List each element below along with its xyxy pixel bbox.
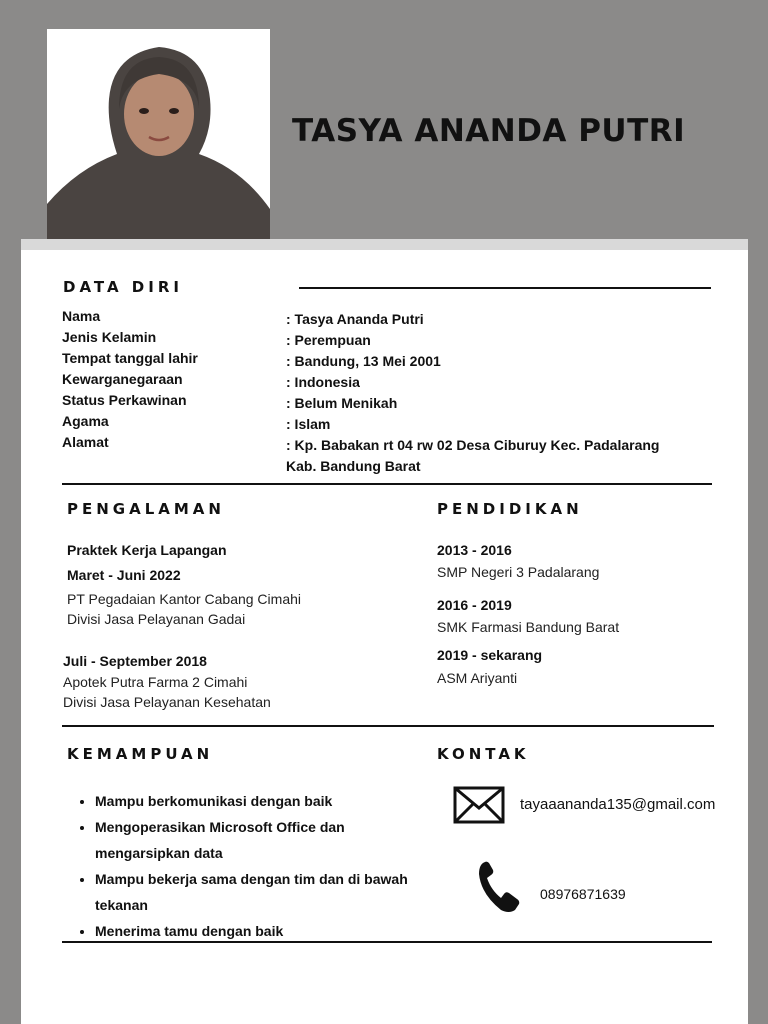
skill-item: • Mengoperasikan Microsoft Office dan mengarsipkan data [95, 814, 425, 866]
phone-icon [477, 860, 521, 914]
value-jenis-kelamin: : Perempuan [286, 332, 371, 348]
label-nama: Nama [62, 308, 101, 324]
edu1-school: SMP Negeri 3 Padalarang [437, 564, 600, 580]
label-jenis-kelamin: Jenis Kelamin [62, 329, 157, 345]
job2-division: Divisi Jasa Pelayanan Kesehatan [63, 694, 271, 710]
edu3-school: ASM Ariyanti [437, 670, 518, 686]
value-alamat: : Kp. Babakan rt 04 rw 02 Desa Ciburuy Kec. Padalarang [286, 437, 660, 453]
job1-period: Maret - Juni 2022 [67, 567, 181, 583]
job1-title: Praktek Kerja Lapangan [67, 542, 227, 558]
section-title-data-diri: DATA DIRI [63, 278, 183, 296]
value-ttl: : Bandung, 13 Mei 2001 [286, 353, 441, 369]
header-divider-band [21, 239, 748, 250]
label-alamat: Alamat [62, 434, 109, 450]
section-title-kemampuan: KEMAMPUAN [67, 745, 214, 763]
edu1-years: 2013 - 2016 [437, 542, 512, 558]
value-status: : Belum Menikah [286, 395, 398, 411]
profile-photo [47, 29, 270, 239]
contact-email[interactable]: tayaaananda135@gmail.com [520, 796, 716, 813]
edu2-school: SMK Farmasi Bandung Barat [437, 619, 620, 635]
value-alamat-line2: Kab. Bandung Barat [286, 458, 421, 474]
envelope-icon [453, 786, 505, 824]
job2-place: Apotek Putra Farma 2 Cimahi [63, 674, 248, 690]
job1-division: Divisi Jasa Pelayanan Gadai [67, 611, 246, 627]
portrait-image [47, 29, 270, 239]
value-nama: : Tasya Ananda Putri [286, 311, 424, 327]
section-title-pengalaman: PENGALAMAN [67, 500, 225, 518]
job2-period: Juli - September 2018 [63, 653, 207, 669]
job1-place: PT Pegadaian Kantor Cabang Cimahi [67, 591, 302, 607]
section-title-kontak: KONTAK [437, 745, 530, 763]
value-agama: : Islam [286, 416, 331, 432]
edu2-years: 2016 - 2019 [437, 597, 512, 613]
skill-item: • Mampu berkomunikasi dengan baik [95, 788, 425, 814]
contact-phone[interactable]: 08976871639 [540, 886, 626, 902]
skills-list [73, 788, 425, 944]
label-agama: Agama [62, 413, 109, 429]
edu3-years: 2019 - sekarang [437, 647, 543, 663]
divider-3 [62, 941, 712, 943]
divider-2 [62, 725, 714, 727]
candidate-name: TASYA ANANDA PUTRI [292, 113, 686, 149]
label-kewarganegaraan: Kewarganegaraan [62, 371, 183, 387]
label-ttl: Tempat tanggal lahir [62, 350, 198, 366]
section-title-pendidikan: PENDIDIKAN [437, 500, 583, 518]
value-kewarganegaraan: : Indonesia [286, 374, 360, 390]
divider-1 [62, 483, 712, 485]
section-rule [299, 287, 711, 289]
cv-sheet [21, 250, 748, 1024]
skill-item: • Menerima tamu dengan baik [95, 918, 425, 944]
label-status: Status Perkawinan [62, 392, 187, 408]
skill-item: • Mampu bekerja sama dengan tim dan di bawah tekanan [95, 866, 425, 918]
